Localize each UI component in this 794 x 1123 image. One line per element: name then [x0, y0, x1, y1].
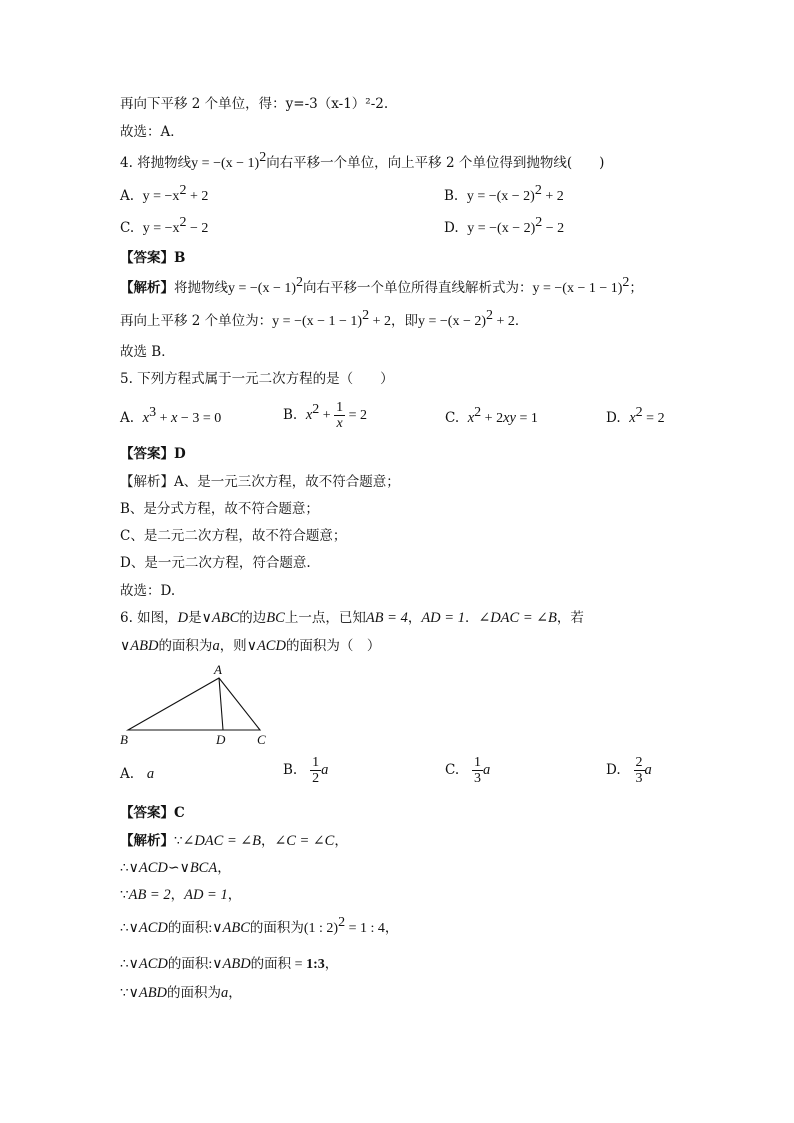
q5-option-c: C. $x^2 + 2xy = 1$: [445, 405, 538, 426]
q4-answer: 【答案】B: [120, 250, 186, 266]
q4-analysis: 【解析】将抛物线$y = -(x - 1)^2$向右平移一个单位所得直线解析式为：$y = -(x - 1 - 1)^2$；: [120, 275, 643, 296]
segment-ad: [219, 678, 223, 730]
q5-analysis-4: D、是一元二次方程，符合题意.: [120, 555, 311, 571]
q5-stem: 5. 下列方程式属于一元二次方程的是（ ）: [120, 371, 394, 387]
q6-stem-line1: 6. 如图，D是∨ABC的边BC上一点，已知AB = 4，AD = 1．∠DAC = ∠B，若: [120, 610, 584, 626]
q6-option-c: C. $\frac{1}{3}$ a: [445, 755, 491, 786]
vertex-c-label: C: [257, 732, 266, 747]
vertex-b-label: B: [120, 732, 128, 747]
triangle-abc: [128, 678, 260, 730]
q3-step-line: 再向下平移 2 个单位，得：y=-3（x-1）²-2.: [120, 96, 389, 112]
q4-option-d: D. $y = -(x - 2)^2 - 2$: [444, 215, 565, 236]
q5-answer: 【答案】D: [120, 446, 186, 462]
q4-analysis-line2: 再向上平移 2 个单位为：$y = -(x - 1 - 1)^2 + 2$，即$y = -(x - 2)^2 + 2$．: [120, 308, 529, 329]
q6-solution-4: ∴∨ACD的面积:∨ABC的面积为(1 : 2)$^2$ = 1 : 4，: [120, 915, 399, 936]
q4-option-a: A. $y = -x^2 + 2$: [120, 183, 209, 204]
q6-option-c-fraction: $\frac{1}{3}$: [474, 755, 482, 786]
vertex-d-label: D: [216, 732, 226, 747]
q6-option-d: D. $\frac{2}{3}$ a: [606, 755, 652, 786]
q6-solution-2: ∴∨ACD∽∨BCA，: [120, 860, 231, 876]
q5-analysis-1: 【解析】A、是一元三次方程，故不符合题意；: [120, 474, 400, 490]
triangle-figure: [112, 660, 280, 750]
q6-solution-5: ∴∨ACD的面积:∨ABD的面积 = 1:3，: [120, 956, 339, 972]
q6-solution-1: 【解析】∵∠DAC = ∠B，∠C = ∠C，: [120, 833, 348, 849]
q5-choose: 故选：D.: [120, 583, 176, 599]
q5-option-b: B. $x^2$ + $\frac{1}{x}$ = 2: [283, 400, 368, 431]
q5-analysis-2: B、是分式方程，故不符合题意；: [120, 501, 319, 517]
q5-option-a: A. $x^3 + x - 3 = 0$: [120, 405, 222, 426]
q4-option-c: C. $y = -x^2 - 2$: [120, 215, 209, 236]
q6-option-b-fraction: $\frac{1}{2}$: [312, 755, 320, 786]
q3-choose-line: 故选：A．: [120, 124, 184, 140]
q6-solution-6: ∵∨ABD的面积为a，: [120, 985, 242, 1001]
q6-stem-line2: ∨ABD的面积为a，则∨ACD的面积为（ ）: [120, 638, 381, 654]
q4-choose: 故选 B．: [120, 344, 175, 360]
q5-option-b-fraction: $\frac{1}{x}$: [336, 400, 344, 431]
q6-option-b: B. $\frac{1}{2}$ a: [283, 755, 329, 786]
vertex-a-label: A: [214, 662, 222, 677]
q6-option-d-fraction: $\frac{2}{3}$: [635, 755, 643, 786]
q5-option-d: D. $x^2 = 2$: [606, 405, 665, 426]
q6-answer: 【答案】C: [120, 805, 185, 821]
q5-analysis-3: C、是二元二次方程，故不符合题意；: [120, 528, 347, 544]
q6-solution-3: ∵AB = 2，AD = 1，: [120, 887, 242, 903]
q6-option-a: A. a: [120, 766, 155, 782]
q4-stem: 4. 将抛物线$y = -(x - 1)^2$向右平移一个单位，向上平移 2 个单位得到抛物线( ): [120, 150, 605, 171]
q4-option-b: B. $y = -(x - 2)^2 + 2$: [444, 183, 564, 204]
